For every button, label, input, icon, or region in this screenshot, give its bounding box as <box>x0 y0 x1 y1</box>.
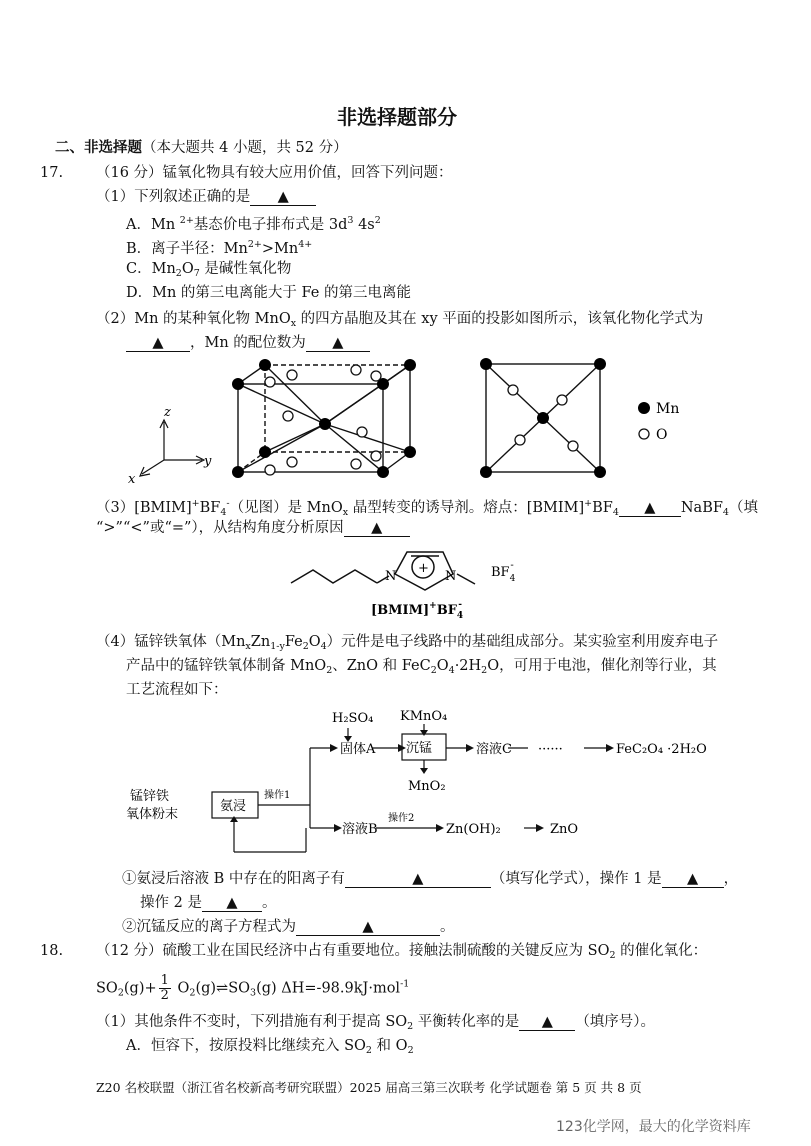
q17-stem: （16 分）锰氧化物具有较大应用价值，回答下列问题： <box>96 165 453 181</box>
op2-label: 操作2 <box>388 813 415 824</box>
axis-icon <box>140 420 204 476</box>
q18-stem: （12 分）硫酸工业在国民经济中占有重要地位。接触法制硫酸的关键反应为 $SO_2$ 的催化氧化： <box>96 943 708 961</box>
answer-blank[interactable]: ▲ <box>202 895 262 912</box>
kmno4-label: KMnO₄ <box>400 709 448 724</box>
answer-blank[interactable]: ▲ <box>250 189 316 206</box>
product-fe-label: FeC₂O₄ ·2H₂O <box>616 742 707 757</box>
q17-p3-line1: $(3)[BMIM]^+BF_4^-$（见图）是 MnO$_x$ 晶型转变的诱导剂。熔点：$[BMIM]^+BF_4$ ▲ NaBF$_4$（填 <box>96 498 758 518</box>
bmim-structure <box>285 538 545 624</box>
q17-p2-line1: （2）Mn 的某种氧化物 MnO$_x$ 的四方晶胞及其在 xy 平面的投影如图所示，该氧化物化学式为 <box>96 311 704 329</box>
q17-p4-line2: 产品中的锰锌铁氧体制备 MnO$_2$、ZnO 和 $FeC_2O_4\cdot 2H_2O$，可用于电池，催化剂等行业，其 <box>126 658 717 676</box>
fraction: $\frac{1}{2}$ <box>160 973 169 1003</box>
q18-p1-option-a: A．恒容下，按原投料比继续充入 $SO_2$ 和 $O_2$ <box>126 1038 414 1056</box>
q17-p2-line2: ▲ ，Mn 的配位数为 ▲ <box>126 333 370 353</box>
znoh2-label: Zn(OH)₂ <box>446 822 501 837</box>
q17-p1-option-a: A．Mn $^{2+}$基态价电子排布式是 $3d^3$ $4s^2$ <box>126 215 381 233</box>
answer-blank[interactable]: ▲ <box>662 871 724 888</box>
axis-x-label: x <box>128 472 136 487</box>
crystal-cell-figure <box>120 352 700 487</box>
section-label: 二、非选择题 <box>55 139 142 156</box>
answer-blank[interactable]: ▲ <box>344 520 410 537</box>
page-footer: Z20 名校联盟（浙江省名校新高考研究联盟）2025 届高三第三次联考 化学试题卷 第 5 页 共 8 页 <box>96 1080 642 1095</box>
chenmeng-label: 沉锰 <box>406 741 433 756</box>
process-flowchart <box>120 700 740 862</box>
page-title: 非选择题部分 <box>337 105 457 129</box>
q18-number: 18. <box>40 943 64 959</box>
answer-blank[interactable]: ▲ <box>296 919 440 936</box>
answer-blank[interactable]: ▲ <box>619 500 681 517</box>
q17-p4-q1b: 操作 2 是 ▲ 。 <box>140 895 277 911</box>
answer-blank[interactable]: ▲ <box>306 335 370 352</box>
answer-blank[interactable]: ▲ <box>126 335 190 352</box>
structure-caption: $[BMIM]^+BF_4-$ <box>371 600 464 621</box>
q17-p1-option-c: C．$Mn_2O_7$ 是碱性氧化物 <box>126 261 292 279</box>
q17-p4-q1: ①氨浸后溶液 B 中存在的阳离子有 ▲ （填写化学式），操作 1 是 ▲ ， <box>122 871 739 887</box>
q17-p4-q2: ②沉锰反应的离子方程式为 ▲ 。 <box>122 919 455 935</box>
q17-p1-option-d: D．Mn 的第三电离能大于 Fe 的第三电离能 <box>126 285 411 301</box>
solution-b-label: 溶液B <box>342 822 378 837</box>
legend-o-label: O <box>656 427 668 443</box>
answer-blank[interactable]: ▲ <box>519 1014 575 1031</box>
watermark: 123化学网，最大的化学资料库 <box>556 1119 751 1135</box>
axis-z-label: z <box>164 405 171 420</box>
section-heading <box>55 138 348 158</box>
ellipsis-label: ······ <box>538 742 563 757</box>
zno-label: ZnO <box>550 822 579 837</box>
q17-p3-line2: “>”“<”或“=”），从结构角度分析原因 ▲ <box>96 518 410 538</box>
plus-charge-label: + <box>418 561 429 576</box>
q17-p4-line3: 工艺流程如下： <box>126 682 228 698</box>
section-note: （本大题共 4 小题，共 52 分） <box>142 140 348 156</box>
q17-p1-option-b: B．离子半径：$Mn^{2+}>Mn^{4+}$ <box>126 239 313 257</box>
nitrogen-label: N <box>385 569 397 584</box>
q18-p1: （1）其他条件不变时，下列措施有利于提高 $SO_2$ 平衡转化率的是 ▲ （填序号）。 <box>96 1014 656 1032</box>
h2so4-label: H₂SO₄ <box>332 711 374 726</box>
q17-p1 <box>96 187 316 207</box>
op1-label: 操作1 <box>264 790 291 801</box>
q17-p1-label: （1）下列叙述正确的是 <box>96 189 251 205</box>
nitrogen-label: N <box>445 569 457 584</box>
anjin-label: 氨浸 <box>220 799 247 814</box>
raw-material-label: 氧体粉末 <box>126 807 179 822</box>
axis-y-label: y <box>204 454 212 469</box>
raw-material-label: 锰锌铁 <box>130 789 170 804</box>
legend-mn-icon <box>638 402 650 414</box>
q18-equation: $SO_2(g)+$ $\frac{1}{2}$ $O_2(g)\rightleftharpoons SO_3(g)$ ΔH=-98.9kJ·mol$^{-1}$ <box>96 973 410 1003</box>
legend-mn-label: Mn <box>656 401 680 417</box>
mno2-label: MnO₂ <box>408 779 446 794</box>
answer-blank[interactable]: ▲ <box>345 871 491 888</box>
solid-a-label: 固体A <box>340 742 376 757</box>
q17-number: 17. <box>40 165 64 181</box>
bf4-anion-label: $BF_4-$ <box>491 560 516 584</box>
solution-c-label: 溶液C <box>476 742 512 757</box>
legend-o-icon <box>639 429 649 439</box>
q17-p4-line1: （4）锰锌铁氧体$(Mn_xZn_{1-y}Fe_2O_4)$元件是电子线路中的基础组成部分。某实验室利用废弃电子 <box>96 634 719 652</box>
